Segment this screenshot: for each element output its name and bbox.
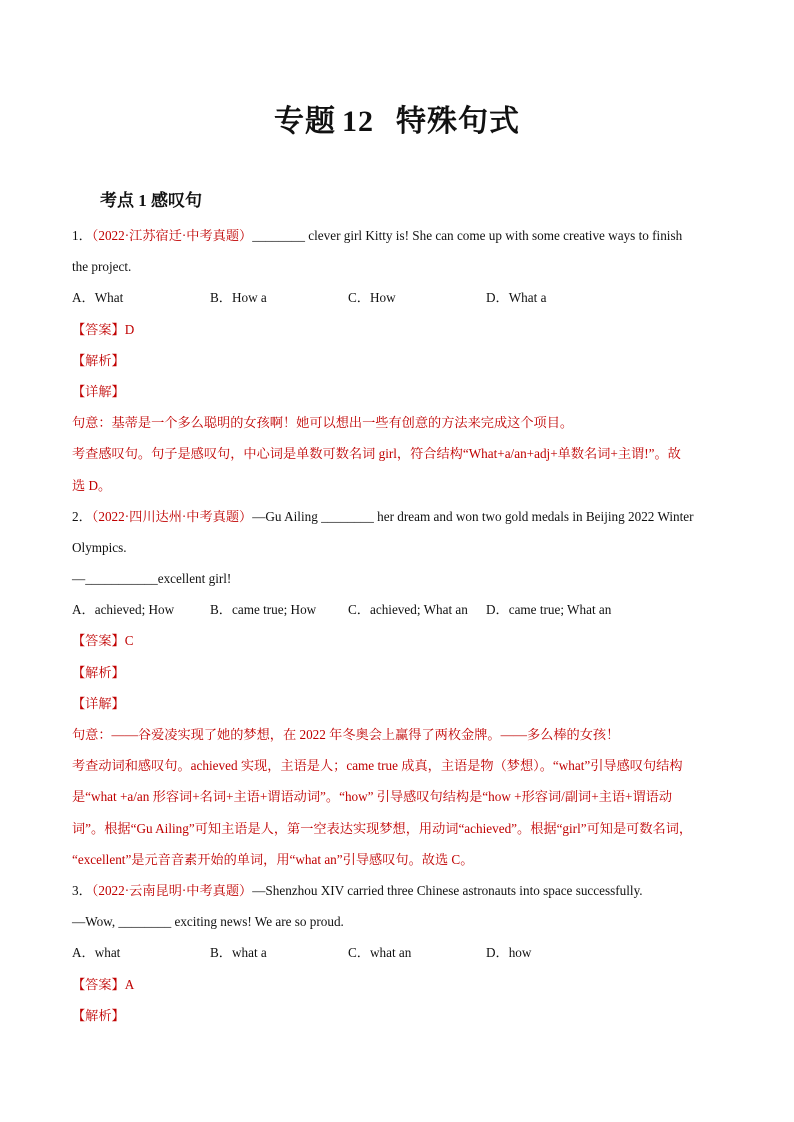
detail-label: 【详解】 [72, 695, 125, 711]
explanation-line: 句意：基蒂是一个多么聪明的女孩啊！她可以想出一些有创意的方法来完成这个项目。 [72, 415, 574, 431]
stem-line: —Wow, ________ exciting news! We are so proud. [72, 914, 344, 930]
question-1-stem [72, 224, 732, 255]
question-2-stem [72, 505, 732, 536]
option-b: B．How a [210, 290, 267, 306]
stem-line: ________ clever girl Kitty is! She can come up with some creative ways to finish [252, 228, 683, 243]
analysis-label: 【解析】 [72, 352, 125, 368]
question-source: （2022·江苏宿迁·中考真题） [91, 228, 253, 243]
explanation-line: “excellent”是元音音素开始的单词，用“what an”引导感叹句。故选 C。 [72, 851, 474, 867]
explanation-line: 句意：——谷爱凌实现了她的梦想，在 2022 年冬奥会上赢得了两枚金牌。——多么棒的女孩！ [72, 727, 620, 742]
title-prefix: 专题 [274, 105, 336, 138]
option-a: A．What [72, 290, 124, 306]
page-title [0, 96, 794, 140]
stem-line: —___________excellent girl! [72, 571, 232, 587]
option-c: C．achieved; What an [348, 602, 468, 618]
option-b: B．came true; How [210, 602, 317, 618]
explanation-line: 词”。根据“Gu Ailing”可知主语是人，第一空表达实现梦想，用动词“achieved”。根据“girl”可知是可数名词， [72, 820, 693, 836]
question-number: 2． [72, 508, 92, 524]
answer-value: D [124, 321, 135, 337]
detail-label: 【详解】 [72, 383, 125, 399]
answer-line [72, 973, 732, 1004]
document-body [72, 224, 732, 1035]
analysis-label: 【解析】 [72, 1007, 125, 1023]
answer-value: C [124, 633, 134, 649]
question-number: 3． [72, 882, 92, 898]
option-a: A．achieved; How [72, 602, 175, 618]
stem-line: Olympics. [72, 539, 127, 555]
question-2-options [72, 598, 732, 629]
answer-label: 【答案】 [72, 321, 125, 337]
option-d: D．What a [486, 290, 547, 306]
option-a: A．what [72, 945, 121, 961]
stem-line: —Shenzhou XIV carried three Chinese astronauts into space successfully. [252, 882, 643, 898]
answer-line [72, 629, 732, 660]
answer-label: 【答案】 [72, 976, 125, 992]
explanation-line: 考查动词和感叹句。achieved 实现，主语是人；came true 成真，主语是物（梦想）。“what”引导感叹句结构 [72, 758, 683, 774]
option-c: C．what an [348, 945, 412, 961]
question-3-stem [72, 879, 732, 910]
answer-line [72, 318, 732, 349]
section-heading: 考点 1 感叹句 [100, 191, 202, 210]
answer-value: A [124, 976, 135, 992]
question-source: （2022·四川达州·中考真题） [91, 508, 253, 524]
stem-line: —Gu Ailing ________ her dream and won two gold medals in Beijing 2022 Winter [252, 508, 694, 524]
question-1-options [72, 286, 732, 317]
question-3-options [72, 941, 732, 972]
title-number: 12 [342, 105, 374, 138]
analysis-label: 【解析】 [72, 664, 125, 680]
explanation-line: 是“what +a/an 形容词+名词+主语+谓语动词”。“how” 引导感叹句结构是“how +形容词/副词+主语+谓语动 [72, 789, 673, 805]
answer-label: 【答案】 [72, 633, 125, 649]
stem-line: the project. [72, 259, 132, 275]
option-b: B．what a [210, 945, 267, 961]
option-c: C．How [348, 290, 396, 306]
option-d: D．came true; What an [486, 602, 612, 618]
explanation-line: 考查感叹句。句子是感叹句，中心词是单数可数名词 girl，符合结构“What+a/an+adj+单数名词+主谓!”。故 [72, 446, 681, 462]
option-d: D．how [486, 945, 532, 961]
explanation-line: 选 D。 [72, 477, 112, 493]
title-topic: 特殊句式 [396, 105, 520, 138]
question-number: 1． [72, 228, 92, 243]
question-source: （2022·云南昆明·中考真题） [91, 882, 253, 898]
